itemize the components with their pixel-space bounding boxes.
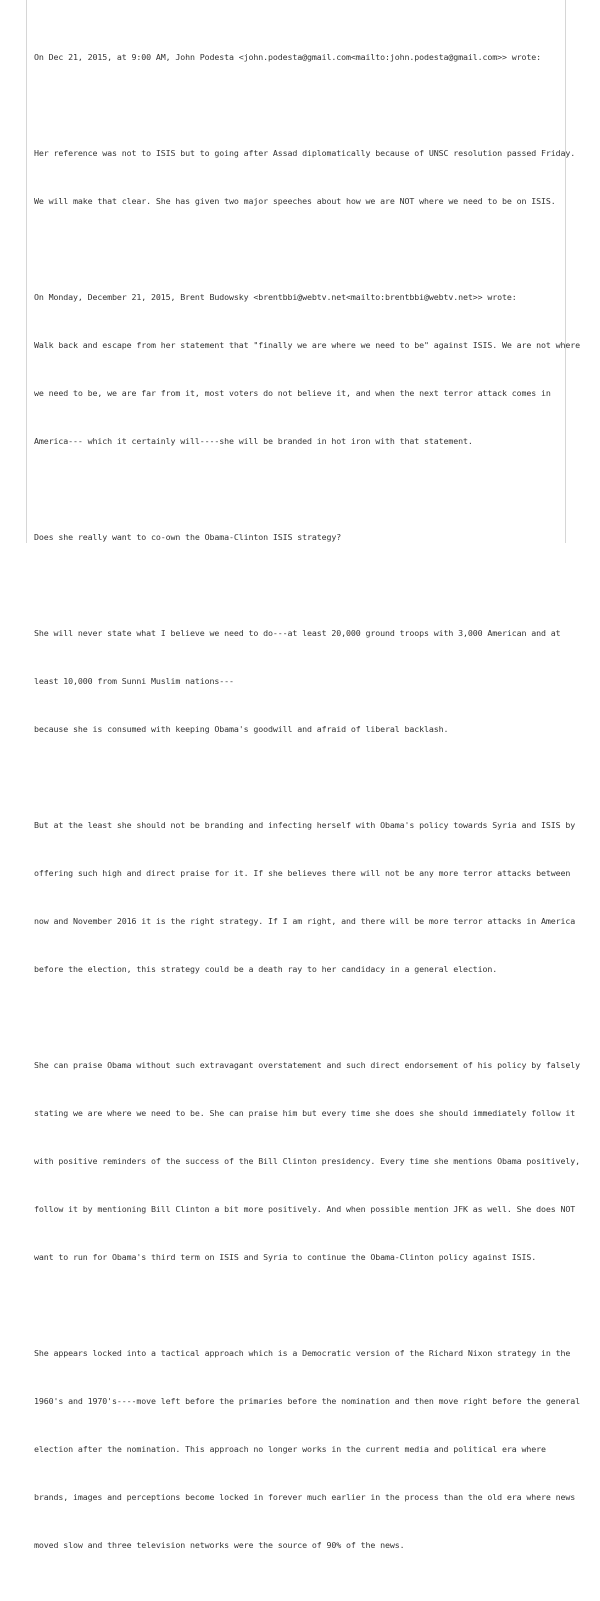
quoted-header-podesta [34,17,564,97]
text-line: Her reference was not to ISIS but to going after Assad diplomatically because of UNSC resolution passed Friday. [34,148,576,158]
paragraph [34,1313,581,1585]
paragraph [34,785,576,1009]
text-line: Does she really want to co-own the Obama-Clinton ISIS strategy? [34,532,342,542]
quoted-header-budowsky [34,257,581,481]
text-line: because she is consumed with keeping Obama's goodwill and afraid of liberal backlash. [34,724,449,734]
text-line: moved slow and three television networks were the source of 90% of the news. [34,1540,405,1550]
text-line: She appears locked into a tactical approach which is a Democratic version of the Richard Nixon strategy in the [34,1348,571,1358]
header-line: On Monday, December 21, 2015, Brent Budowsky <brentbbi@webtv.net<mailto:brentbbi@webtv.net>> wrote: [34,292,517,302]
text-line: She can praise Obama without such extravagant overstatement and such direct endorsement of his policy by falsely [34,1060,581,1070]
email-page [26,0,581,1550]
text-line: we need to be, we are far from it, most voters do not believe it, and when the next terror attack comes in [34,388,551,398]
paragraph [34,593,564,769]
text-line: with positive reminders of the success of the Bill Clinton presidency. Every time she mentions Obama positively, [34,1156,581,1166]
email-body [34,17,581,1601]
text-line: Walk back and escape from her statement that "finally we are where we need to be" against ISIS. We are not where [34,340,581,350]
paragraph [34,113,576,241]
text-line: stating we are where we need to be. She can praise him but every time she does she should immediately follow it [34,1108,576,1118]
paragraph [34,497,564,577]
text-line: America--- which it certainly will----she will be branded in hot iron with that statement. [34,436,473,446]
text-line: We will make that clear. She has given two major speeches about how we are NOT where we need to be on ISIS. [34,196,556,206]
text-line: election after the nomination. This approach no longer works in the current media and political era where [34,1444,546,1454]
text-line: least 10,000 from Sunni Muslim nations--- [34,676,234,686]
text-line: offering such high and direct praise for it. If she believes there will not be any more terror attacks between [34,868,571,878]
text-line: brands, images and perceptions become locked in forever much earlier in the process than the old era where news [34,1492,576,1502]
text-line: 1960's and 1970's----move left before the primaries before the nomination and then move right before the general [34,1396,581,1406]
text-line: follow it by mentioning Bill Clinton a bit more positively. And when possible mention JFK as well. She does NOT [34,1204,576,1214]
text-line: now and November 2016 it is the right strategy. If I am right, and there will be more terror attacks in America [34,916,576,926]
text-line: want to run for Obama's third term on ISIS and Syria to continue the Obama-Clinton policy against ISIS. [34,1252,537,1262]
text-line: She will never state what I believe we need to do---at least 20,000 ground troops with 3,000 American and at [34,628,561,638]
text-line: before the election, this strategy could be a death ray to her candidacy in a general election. [34,964,498,974]
header-line: On Dec 21, 2015, at 9:00 AM, John Podesta <john.podesta@gmail.com<mailto:john.podesta@gmail.com>> wrote: [34,52,542,62]
paragraph [34,1025,581,1297]
text-line: But at the least she should not be branding and infecting herself with Obama's policy towards Syria and ISIS by [34,820,576,830]
